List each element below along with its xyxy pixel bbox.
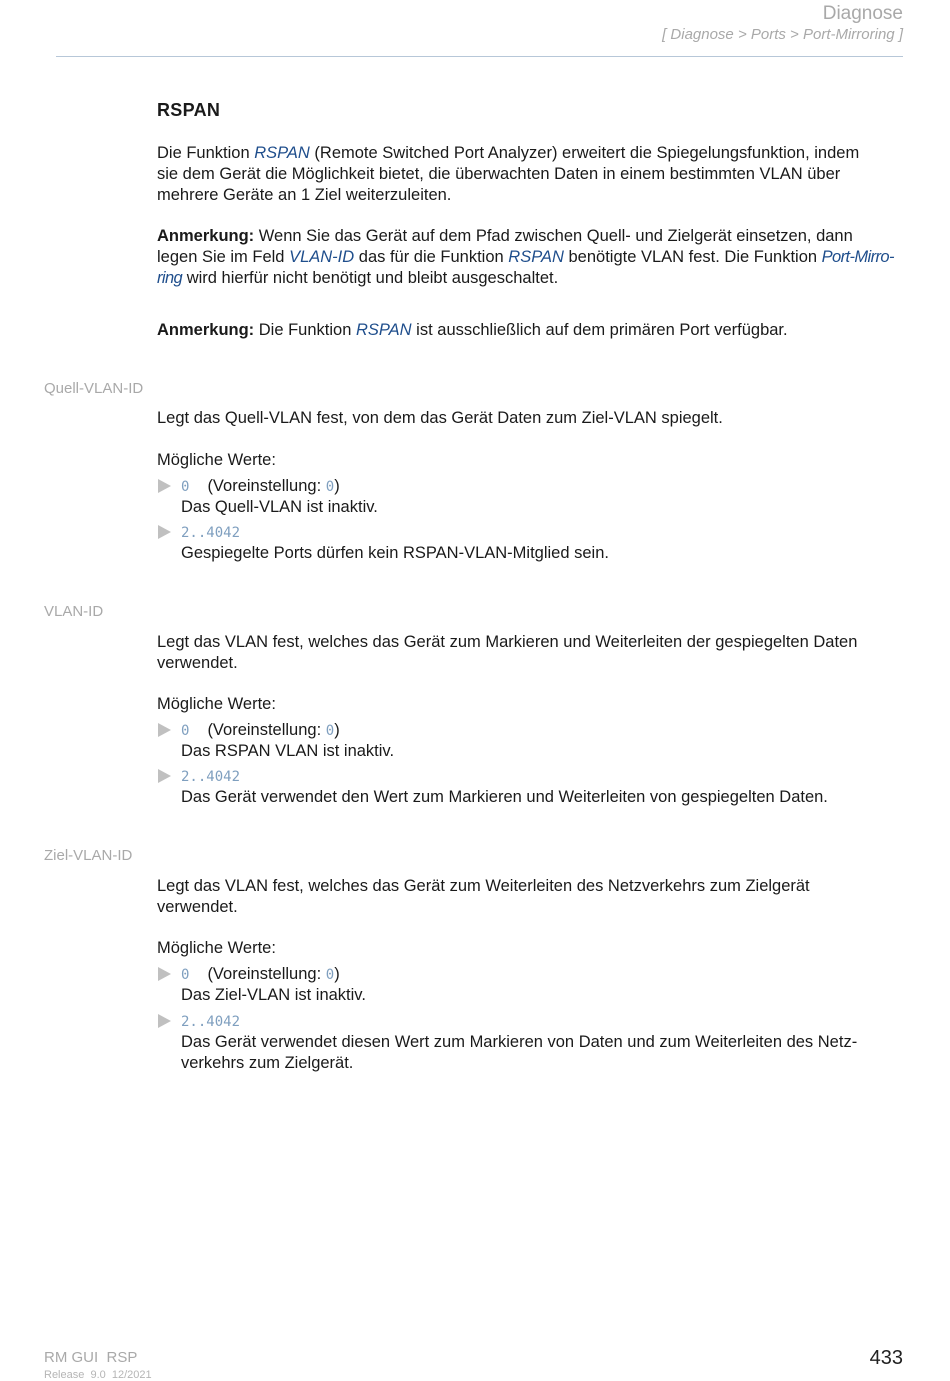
value-code: 0 <box>181 479 190 495</box>
value-item <box>181 522 901 544</box>
possible-values-label: Mögliche Werte: <box>157 451 276 469</box>
bullet-arrow-icon <box>158 967 171 981</box>
port-mirroring-link-cont[interactable]: ring <box>157 269 183 287</box>
value-description: Das Gerät verwendet diesen Wert zum Markieren von Daten und zum Weiterleiten des Netz- verkehrs zum Zielgerät. <box>181 1033 858 1072</box>
note2-label: Anmerkung: <box>157 321 255 339</box>
value-code: 2..4042 <box>181 525 241 541</box>
intro-paragraph <box>157 143 907 206</box>
bullet-arrow-icon <box>158 525 171 539</box>
value-item: 0 (Voreinstellung: 0) <box>181 477 340 495</box>
page-number: 433 <box>869 1347 903 1369</box>
note-paragraph-1 <box>157 226 907 289</box>
header-title: Diagnose <box>822 3 903 24</box>
note1-label: Anmerkung: <box>157 227 255 245</box>
bullet-arrow-icon <box>158 723 171 737</box>
intro-line-1: Die Funktion RSPAN (Remote Switched Port Analyzer) erweitert die Spiegelungsfunktion, indem <box>157 144 860 162</box>
bullet-arrow-icon <box>158 769 171 783</box>
header-divider <box>56 56 903 57</box>
rspan-link[interactable]: RSPAN <box>508 248 564 266</box>
value-code: 2..4042 <box>181 1014 241 1030</box>
param-description: Legt das VLAN fest, welches das Gerät zum Markieren und Weiterleiten der gespiegelten Daten verwendet. <box>157 633 858 672</box>
intro-line-2: sie dem Gerät die Möglichkeit bietet, die überwachten Daten in einem bestimmten VLAN über <box>157 165 841 183</box>
param-label-quell-vlan-id: Quell-VLAN-ID <box>44 380 144 397</box>
param-label-vlan-id: VLAN-ID <box>44 603 104 620</box>
value-code: 0 <box>181 723 190 739</box>
value-description: Das RSPAN VLAN ist inaktiv. <box>181 742 395 760</box>
value-item: 0 (Voreinstellung: 0) <box>181 965 340 983</box>
value-description: Das Gerät verwendet den Wert zum Markieren und Weiterleiten von gespiegelten Daten. <box>181 788 828 806</box>
param-label-ziel-vlan-id: Ziel-VLAN-ID <box>44 847 133 864</box>
footer-release: Release 9.0 12/2021 <box>44 1369 152 1381</box>
bullet-arrow-icon <box>158 1014 171 1028</box>
value-description: Gespiegelte Ports dürfen kein RSPAN-VLAN-Mitglied sein. <box>181 544 609 562</box>
footer-product: RM GUI RSP <box>44 1349 138 1366</box>
possible-values-label: Mögliche Werte: <box>157 939 276 957</box>
param-description: Legt das VLAN fest, welches das Gerät zum Weiterleiten des Netzverkehrs zum Zielgerät verwendet. <box>157 877 810 916</box>
value-description: Das Quell-VLAN ist inaktiv. <box>181 498 378 516</box>
port-mirroring-link[interactable]: Port-Mirro- <box>821 248 894 266</box>
value-code: 2..4042 <box>181 769 241 785</box>
note-paragraph-2: Anmerkung: Die Funktion RSPAN ist ausschließlich auf dem primären Port verfügbar. <box>157 321 788 339</box>
note1-line-1: Anmerkung: Wenn Sie das Gerät auf dem Pfad zwischen Quell- und Zielgerät einsetzen, dann <box>157 227 853 245</box>
rspan-link[interactable]: RSPAN <box>254 144 310 162</box>
param-description: Legt das Quell-VLAN fest, von dem das Gerät Daten zum Ziel-VLAN spiegelt. <box>157 409 723 427</box>
breadcrumb: [ Diagnose > Ports > Port-Mirroring ] <box>662 26 903 43</box>
value-item <box>181 766 901 788</box>
note1-line-2: legen Sie im Feld VLAN-ID das für die Funktion RSPAN benötigte VLAN fest. Die Funktion Port-Mirro- <box>157 248 894 266</box>
value-code: 0 <box>181 967 190 983</box>
bullet-arrow-icon <box>158 479 171 493</box>
value-item: 0 (Voreinstellung: 0) <box>181 721 340 739</box>
note1-line-3: ring wird hierfür nicht benötigt und bleibt ausgeschaltet. <box>157 269 559 287</box>
rspan-link[interactable]: RSPAN <box>355 321 412 339</box>
section-title: RSPAN <box>157 100 221 120</box>
value-description: Das Ziel-VLAN ist inaktiv. <box>181 986 366 1004</box>
intro-line-3: mehrere Geräte an 1 Ziel weiterzuleiten. <box>157 186 452 204</box>
possible-values-label: Mögliche Werte: <box>157 695 276 713</box>
vlan-id-link[interactable]: VLAN-ID <box>289 248 355 266</box>
value-item <box>181 1011 901 1033</box>
